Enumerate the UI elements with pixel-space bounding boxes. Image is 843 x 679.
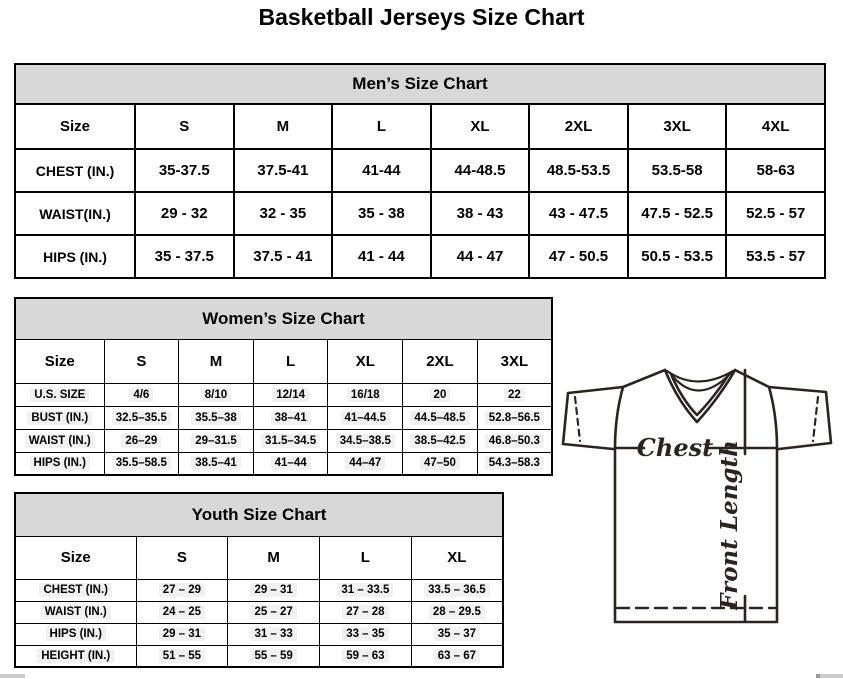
mens-col-header: 3XL	[628, 104, 727, 149]
scrollbar-fragment-left	[0, 674, 25, 678]
youth-header-row	[15, 536, 503, 579]
womens-cell: 46.8–50.3	[477, 429, 552, 452]
youth-chest-row	[15, 579, 503, 601]
youth-cell: 27 – 29	[136, 579, 228, 601]
womens-ussize-row	[15, 383, 552, 406]
jersey-measurement-diagram	[556, 360, 843, 628]
youth-size-table	[14, 492, 504, 668]
womens-cell: 38.5–41	[179, 452, 254, 475]
youth-cell: 24 – 25	[136, 601, 228, 623]
mens-hips-row	[15, 235, 825, 278]
womens-row-label: U.S. SIZE	[15, 383, 104, 406]
mens-cell: 35-37.5	[135, 149, 234, 192]
womens-row-label: WAIST (IN.)	[15, 429, 104, 452]
youth-height-row	[15, 645, 503, 667]
mens-cell: 29 - 32	[135, 192, 234, 235]
youth-cell: 27 – 28	[320, 601, 412, 623]
womens-cell: 16/18	[328, 383, 403, 406]
womens-cell: 41–44.5	[328, 406, 403, 429]
mens-cell: 44-48.5	[431, 149, 530, 192]
womens-cell: 41–44	[253, 452, 328, 475]
womens-col-header: 3XL	[477, 339, 552, 383]
jersey-body-outline	[615, 370, 777, 622]
mens-cell: 53.5 - 57	[726, 235, 825, 278]
womens-col-header: S	[104, 339, 179, 383]
mens-col-header: 2XL	[529, 104, 628, 149]
womens-cell: 22	[477, 383, 552, 406]
womens-cell: 26–29	[104, 429, 179, 452]
womens-cell: 38.5–42.5	[403, 429, 478, 452]
mens-cell: 37.5-41	[234, 149, 333, 192]
youth-cell: 29 – 31	[136, 623, 228, 645]
mens-col-header: S	[135, 104, 234, 149]
womens-bust-row	[15, 406, 552, 429]
womens-cell: 35.5–58.5	[104, 452, 179, 475]
youth-cell: 29 – 31	[228, 579, 320, 601]
mens-header-row	[15, 104, 825, 149]
mens-cell: 47 - 50.5	[529, 235, 628, 278]
mens-cell: 50.5 - 53.5	[628, 235, 727, 278]
mens-cell: 41-44	[332, 149, 431, 192]
womens-cell: 47–50	[403, 452, 478, 475]
womens-header-row	[15, 339, 552, 383]
youth-col-header: S	[136, 536, 228, 579]
mens-cell: 35 - 38	[332, 192, 431, 235]
youth-cell: 51 – 55	[136, 645, 228, 667]
mens-chest-row	[15, 149, 825, 192]
youth-cell: 63 – 67	[411, 645, 503, 667]
womens-cell: 4/6	[104, 383, 179, 406]
womens-cell: 29–31.5	[179, 429, 254, 452]
youth-cell: 33 – 35	[320, 623, 412, 645]
mens-col-header: L	[332, 104, 431, 149]
womens-cell: 54.3–58.3	[477, 452, 552, 475]
page-title: Basketball Jerseys Size Chart	[258, 4, 585, 30]
youth-cell: 33.5 – 36.5	[411, 579, 503, 601]
womens-cell: 44.5–48.5	[403, 406, 478, 429]
youth-table-title: Youth Size Chart	[15, 493, 503, 536]
womens-col-header: Size	[15, 339, 104, 383]
womens-cell: 12/14	[253, 383, 328, 406]
youth-hips-row	[15, 623, 503, 645]
chest-label: Chest	[636, 433, 714, 462]
mens-cell: 52.5 - 57	[726, 192, 825, 235]
youth-cell: 28 – 29.5	[411, 601, 503, 623]
mens-cell: 41 - 44	[332, 235, 431, 278]
jersey-right-cuff-stitch	[813, 397, 818, 441]
youth-cell: 59 – 63	[320, 645, 412, 667]
mens-row-label: WAIST(IN.)	[15, 192, 135, 235]
womens-row-label: HIPS (IN.)	[15, 452, 104, 475]
womens-cell: 34.5–38.5	[328, 429, 403, 452]
mens-size-table	[14, 63, 826, 279]
mens-cell: 47.5 - 52.5	[628, 192, 727, 235]
mens-cell: 43 - 47.5	[529, 192, 628, 235]
youth-cell: 31 – 33.5	[320, 579, 412, 601]
mens-cell: 58-63	[726, 149, 825, 192]
youth-row-label: CHEST (IN.)	[15, 579, 136, 601]
front-length-label: Front Length	[716, 440, 743, 610]
youth-cell: 55 – 59	[228, 645, 320, 667]
womens-cell: 38–41	[253, 406, 328, 429]
youth-row-label: HEIGHT (IN.)	[15, 645, 136, 667]
mens-cell: 38 - 43	[431, 192, 530, 235]
mens-row-label: CHEST (IN.)	[15, 149, 135, 192]
mens-cell: 37.5 - 41	[234, 235, 333, 278]
mens-cell: 53.5-58	[628, 149, 727, 192]
womens-cell: 35.5–38	[179, 406, 254, 429]
mens-waist-row	[15, 192, 825, 235]
youth-cell: 31 – 33	[228, 623, 320, 645]
mens-table-title: Men’s Size Chart	[15, 64, 825, 104]
youth-col-header: L	[320, 536, 412, 579]
womens-table-title: Women’s Size Chart	[15, 298, 552, 339]
womens-col-header: L	[253, 339, 328, 383]
womens-col-header: M	[179, 339, 254, 383]
womens-cell: 32.5–35.5	[104, 406, 179, 429]
youth-cell: 35 – 37	[411, 623, 503, 645]
jersey-right-sleeve	[769, 387, 831, 449]
mens-cell: 44 - 47	[431, 235, 530, 278]
youth-waist-row	[15, 601, 503, 623]
womens-col-header: XL	[328, 339, 403, 383]
womens-cell: 20	[403, 383, 478, 406]
womens-waist-row	[15, 429, 552, 452]
mens-col-header: XL	[431, 104, 530, 149]
womens-cell: 8/10	[179, 383, 254, 406]
scrollbar-fragment-right	[816, 674, 843, 678]
mens-col-header: M	[234, 104, 333, 149]
mens-row-label: HIPS (IN.)	[15, 235, 135, 278]
youth-col-header: M	[228, 536, 320, 579]
mens-cell: 32 - 35	[234, 192, 333, 235]
youth-row-label: WAIST (IN.)	[15, 601, 136, 623]
mens-cell: 48.5-53.5	[529, 149, 628, 192]
womens-row-label: BUST (IN.)	[15, 406, 104, 429]
youth-cell: 25 – 27	[228, 601, 320, 623]
jersey-left-cuff-stitch	[575, 397, 580, 441]
womens-cell: 44–47	[328, 452, 403, 475]
mens-col-header: 4XL	[726, 104, 825, 149]
mens-cell: 35 - 37.5	[135, 235, 234, 278]
youth-row-label: HIPS (IN.)	[15, 623, 136, 645]
womens-cell: 52.8–56.5	[477, 406, 552, 429]
womens-cell: 31.5–34.5	[253, 429, 328, 452]
youth-col-header: XL	[411, 536, 503, 579]
womens-hips-row	[15, 452, 552, 475]
youth-col-header: Size	[15, 536, 136, 579]
womens-size-table	[14, 297, 553, 476]
womens-col-header: 2XL	[403, 339, 478, 383]
mens-col-header: Size	[15, 104, 135, 149]
